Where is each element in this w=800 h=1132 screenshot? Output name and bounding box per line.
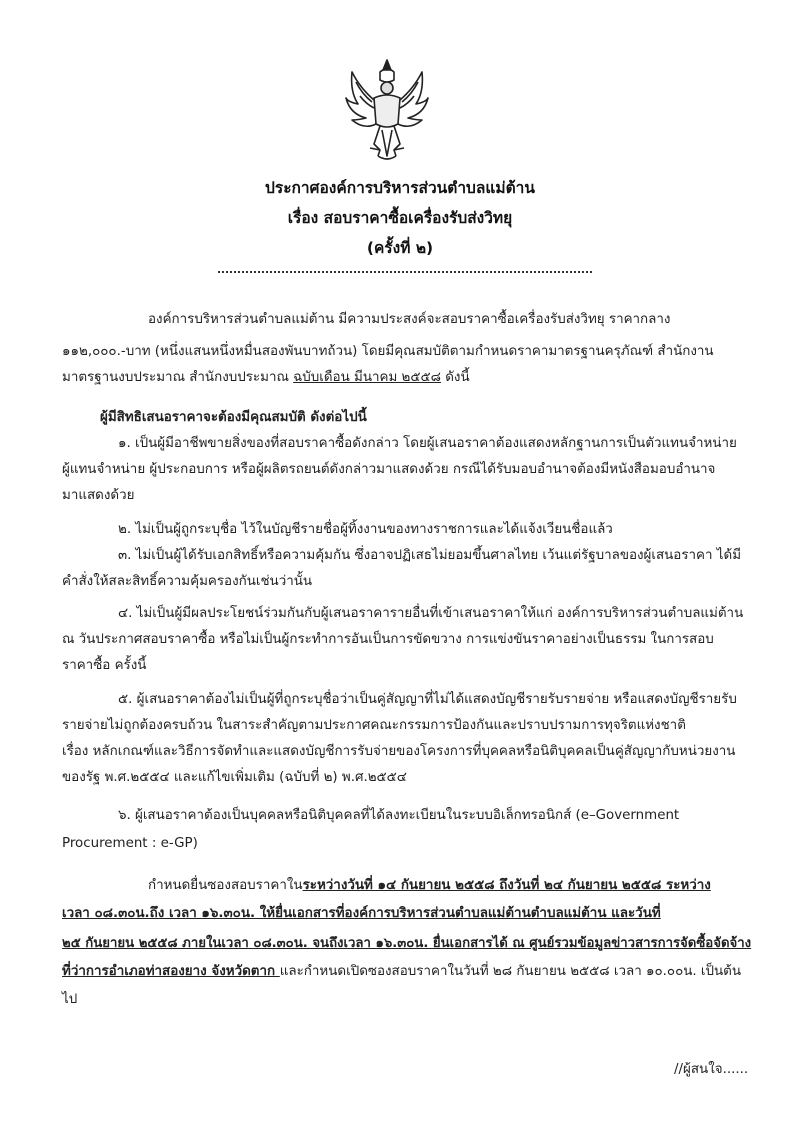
intro-line: องค์การบริหารส่วนตำบลแม่ต้าน มีความประสงค์จะสอบราคาซื้อเครื่องรับส่งวิทยุ ราคากลาง: [148, 312, 671, 327]
price-standard-edition: ฉบับเดือน มีนาคม ๒๕๕๘: [293, 370, 441, 385]
qualification-line: ณ วันประกาศสอบราคาซื้อ หรือไม่เป็นผู้กระทำการอันเป็นการขัดขวาง การแข่งขันราคาอย่างเป็นธรรม ในการสอบ: [62, 632, 714, 647]
schedule-line: [148, 876, 711, 896]
intro-text: มาตรฐานงบประมาณ สำนักงบประมาณ: [62, 370, 294, 385]
submission-place: ที่ว่าการอำเภอท่าสองยาง จังหวัดตาก: [62, 964, 280, 979]
qualification-line: ๓. ไม่เป็นผู้ได้รับเอกสิทธิ์หรือความคุ้มกัน ซึ่งอาจปฏิเสธไม่ยอมขึ้นศาลไทย เว้นแต่รัฐบาลของผู้เสนอราคา ได้มี: [118, 548, 742, 563]
intro-line: ๑๑๒,๐๐๐.-บาท (หนึ่งแสนหนึ่งหมื่นสองพันบาทถ้วน) โดยมีคุณสมบัติตามกำหนดราคามาตรฐานครุภัณฑ์ สำนักงาน: [62, 344, 714, 359]
qualifications-heading: ผู้มีสิทธิเสนอราคาจะต้องมีคุณสมบัติ ดังต่อไปนี้: [100, 410, 367, 425]
schedule-line: ๒๕ กันยายน ๒๕๕๘ ภายในเวลา ๐๘.๓๐น. จนถึงเวลา ๑๖.๓๐น. ยื่นเอกสารได้ ณ ศูนย์รวมข้อมูลข่าวสารการจัดซื้อจัดจ้าง: [62, 936, 752, 951]
qualification-line: ๒. ไม่เป็นผู้ถูกระบุชื่อ ไว้ในบัญชีรายชื่อผู้ทิ้งงานของทางราชการและได้แจ้งเวียนชื่อแล้ว: [118, 522, 613, 537]
qualification-line: ๑. เป็นผู้มีอาชีพขายสิ่งของที่สอบราคาซื้อดังกล่าว โดยผู้เสนอราคาต้องแสดงหลักฐานการเป็นตัวแทนจำหน่าย: [118, 436, 737, 451]
announcement-round: (ครั้งที่ ๒): [366, 239, 434, 257]
schedule-line: [62, 962, 741, 982]
schedule-text: และกำหนดเปิดซองสอบราคาในวันที่ ๒๘ กันยายน ๒๕๕๘ เวลา ๑๐.๐๐น. เป็นต้น: [279, 964, 741, 979]
qualification-line: ๕. ผู้เสนอราคาต้องไม่เป็นผู้ที่ถูกระบุชื่อว่าเป็นคู่สัญญาที่ไม่ได้แสดงบัญชีรายรับรายจ่าย หรือแสดงบัญชีรายรับ: [118, 692, 737, 707]
qualification-line: ผู้แทนจำหน่าย ผู้ประกอบการ หรือผู้ผลิตรถยนต์ดังกล่าวมาแสดงด้วย กรณีได้รับมอบอำนาจต้องมีหนังสือมอบอำนาจ: [62, 462, 716, 477]
schedule-line: ไป: [62, 992, 78, 1007]
qualification-line: ๖. ผู้เสนอราคาต้องเป็นบุคคลหรือนิติบุคคลที่ได้ลงทะเบียนในระบบอิเล็กทรอนิกส์ (e–Government: [118, 808, 680, 823]
qualification-line: คำสั่งให้สละสิทธิ์ความคุ้มครองกันเช่นว่านั้น: [62, 574, 313, 589]
announcement-title: ประกาศองค์การบริหารส่วนตำบลแม่ต้าน: [265, 179, 535, 197]
qualification-line: ๔. ไม่เป็นผู้มีผลประโยชน์ร่วมกันกับผู้เสนอราคารายอื่นที่เข้าเสนอราคาให้แก่ องค์การบริหารส่วนตำบลแม่ต้าน: [118, 606, 744, 621]
garuda-emblem-icon: [344, 58, 430, 162]
intro-line: [62, 368, 470, 388]
submission-period: ระหว่างวันที่ ๑๔ กันยายน ๒๕๕๘ ถึงวันที่ ๒๔ กันยายน ๒๕๕๘ ระหว่าง: [302, 878, 711, 893]
qualification-line: ราคาซื้อ ครั้งนี้: [62, 658, 147, 673]
schedule-line: เวลา ๐๘.๓๐น.ถึง เวลา ๑๖.๓๐น. ให้ยื่นเอกสารที่องค์การบริหารส่วนตำบลแม่ต้านตำบลแม่ต้าน และวันที่: [62, 906, 661, 921]
schedule-text: กำหนดยื่นซองสอบราคาใน: [148, 878, 303, 893]
intro-text: ดังนี้: [440, 370, 470, 385]
continued-marker: //ผู้สนใจ......: [674, 1062, 749, 1077]
qualification-line: เรื่อง หลักเกณฑ์และวิธีการจัดทำและแสดงบัญชีการรับจ่ายของโครงการที่บุคคลหรือนิติบุคคลเป็นคู่สัญญากับหน่วยงาน: [62, 744, 736, 759]
dotted-divider: [218, 271, 592, 273]
qualification-line: Procurement : e-GP): [62, 836, 198, 851]
qualification-line: รายจ่ายไม่ถูกต้องครบถ้วน ในสาระสำคัญตามประกาศคณะกรรมการป้องกันและปราบปรามการทุจริตแห่งชาติ: [62, 718, 686, 733]
announcement-subject: เรื่อง สอบราคาซื้อเครื่องรับส่งวิทยุ: [287, 209, 513, 227]
qualification-line: ของรัฐ พ.ศ.๒๕๕๔ และแก้ไขเพิ่มเติม (ฉบับที่ ๒) พ.ศ.๒๕๕๔: [62, 770, 407, 785]
qualification-line: มาแสดงด้วย: [62, 488, 135, 503]
